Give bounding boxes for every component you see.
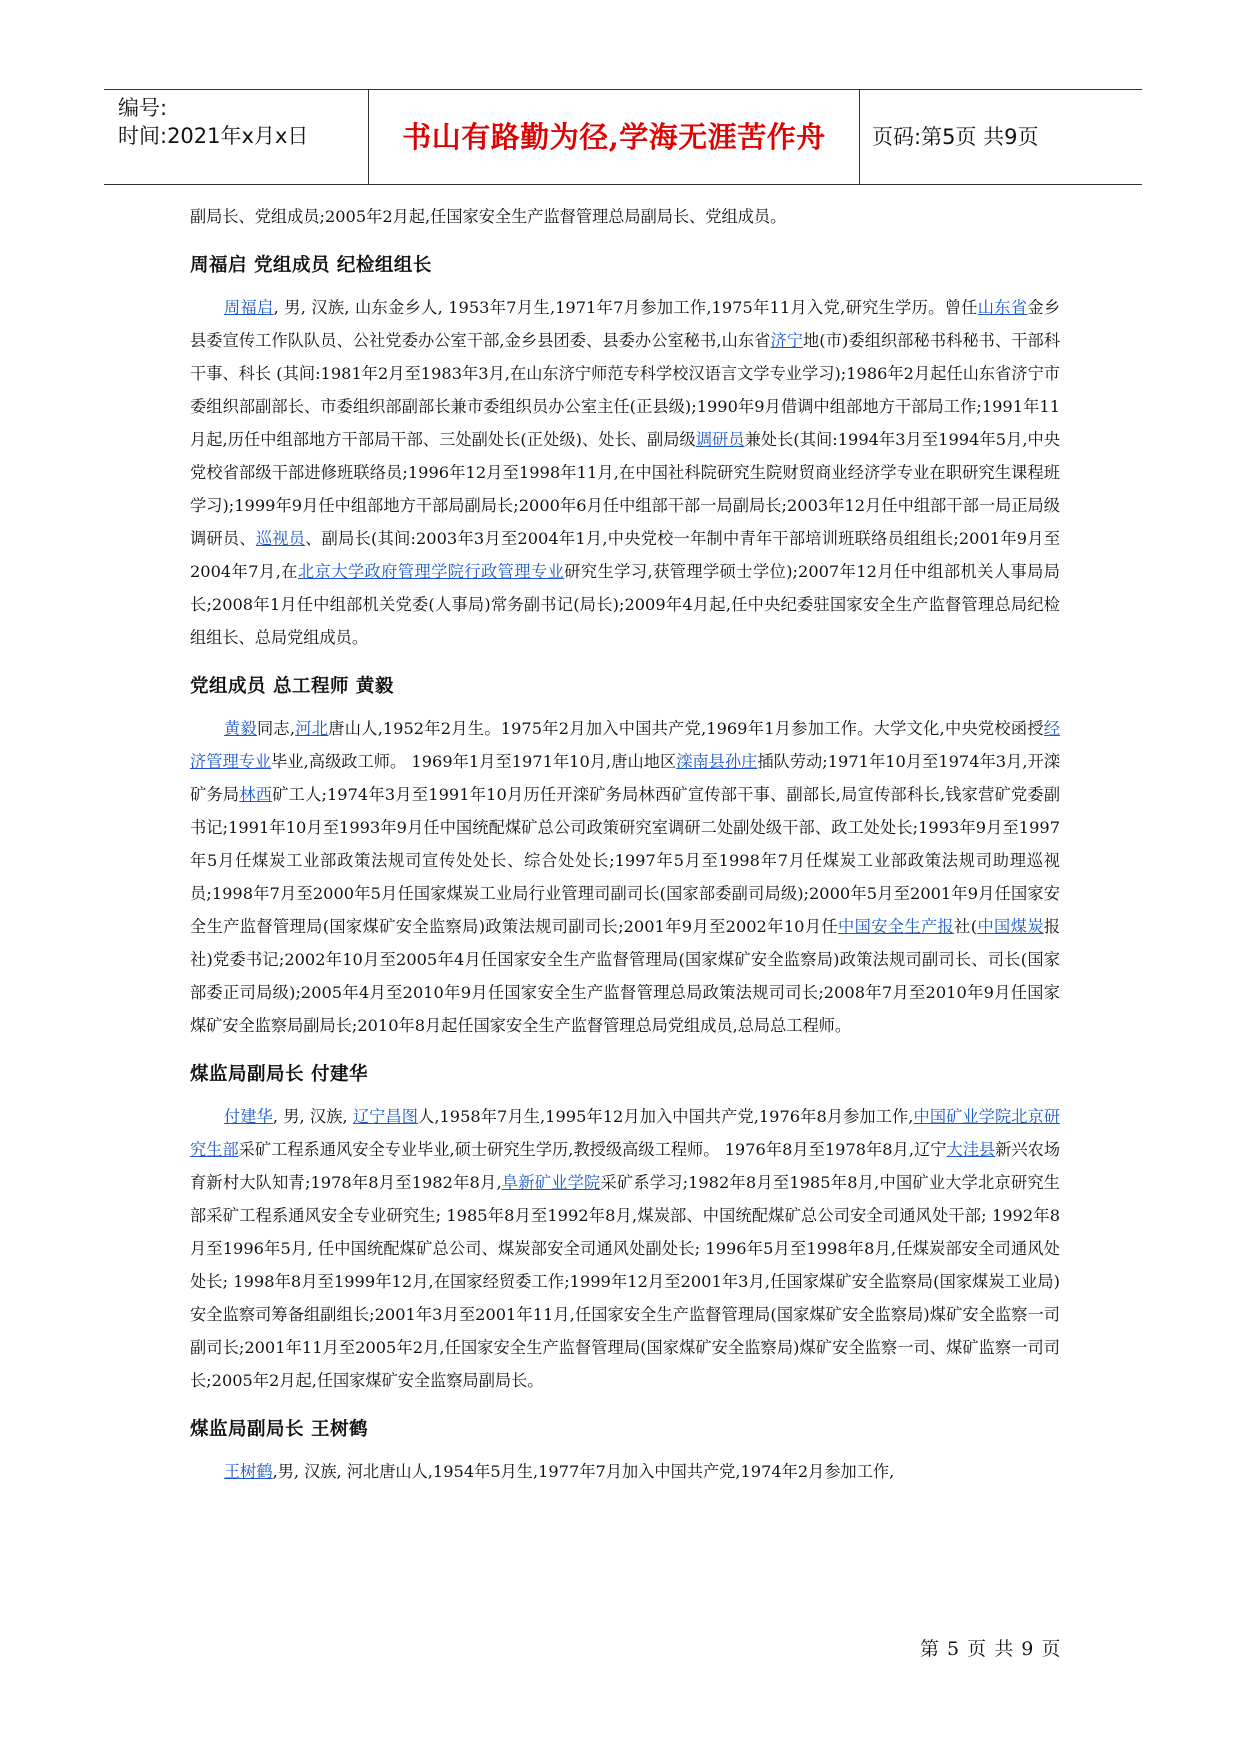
header-motto: 书山有路勤为径,学海无涯苦作舟: [402, 120, 826, 154]
hyperlink[interactable]: 付建华: [224, 1107, 273, 1126]
text-run: 党组成员 总工程师 黄毅: [190, 676, 394, 697]
page-footer: 第 5 页 共 9 页: [920, 1638, 1062, 1660]
text-run: 、副局长(其间:2003年3月至2004年1月,中央党校一年制中青年干部培训班联络员组组长;2001年9月至2004年7月,在: [190, 529, 1061, 581]
text-run: 兼处长(其间:1994年3月至1994年5月,中央党校省部级干部进修班联络员;1996年12月至1998年11月,在中国社科院研究生院财贸商业经济学专业在职研究生课程班学习);1999年9月任中组部地方干部局副局长;2000年6月任中组部干部一局副局长;2003年12月任中组部干部一局正局级调研员、: [190, 430, 1061, 548]
text-run: 研究生学习,获管理学硕士学位);2007年12月任中组部机关人事局局长;2008年1月任中组部机关党委(人事局)常务副书记(局长);2009年4月起,任中央纪委驻国家安全生产监督管理总局纪检组组长、总局党组成员。: [190, 562, 1060, 647]
hyperlink[interactable]: 巡视员: [255, 529, 306, 548]
text-run: 人,1958年7月生,1995年12月加入中国共产党,1976年8月参加工作,: [418, 1107, 914, 1126]
text-run: 地(市)委组织部秘书科秘书、干部科干事、科长 (其间:1981年2月至1983年3月,在山东济宁师范专科学校汉语言文学专业学习);1986年2月起任山东省济宁市委组织部副部长、市委组织部副部长兼市委组织员办公室主任(正县级);1990年9月借调中组部地方干部局工作;1991年11月起,历任中组部地方干部局干部、三处副处长(正处级)、处长、副局级: [190, 331, 1061, 449]
document-time-label: 时间:2021年x月x日: [118, 124, 309, 148]
hyperlink[interactable]: 大洼县: [946, 1140, 996, 1159]
page-header: [104, 89, 1142, 185]
hyperlink[interactable]: 周福启: [224, 298, 274, 317]
text-run: 采矿工程系通风安全专业毕业,硕士研究生学历,教授级高级工程师。 1976年8月至1978年8月,辽宁: [238, 1140, 947, 1159]
text-run: , 男, 汉族, 山东金乡人, 1953年7月生,1971年7月参加工作,1975年11月入党,研究生学历。曾任: [273, 298, 978, 317]
header-page-number: 页码:第5页 共9页: [872, 125, 1039, 149]
body-paragraph: [190, 712, 1060, 1042]
text-run: 金乡县委宣传工作队队员、公社党委办公室干部,金乡县团委、县委办公室秘书,山东省: [190, 298, 1061, 350]
text-run: , 男, 汉族,: [272, 1107, 353, 1126]
text-run: 报社)党委书记;2002年10月至2005年4月任国家安全生产监督管理局(国家煤矿安全监察局)政策法规司副司长、司长(国家部委正司局级);2005年4月至2010年9月任国家安全生产监督管理总局政策法规司司长;2008年7月至2010年9月任国家煤矿安全监察局副局长;2010年8月起任国家安全生产监督管理总局党组成员,总局总工程师。: [190, 917, 1061, 1035]
hyperlink[interactable]: 河北: [295, 719, 329, 738]
hyperlink[interactable]: 调研员: [695, 430, 745, 449]
hyperlink[interactable]: 黄毅: [224, 719, 257, 738]
hyperlink[interactable]: 林西: [239, 785, 273, 804]
text-run: 副局长、党组成员;2005年2月起,任国家安全生产监督管理总局副局长、党组成员。: [190, 207, 787, 226]
section-heading: [190, 1415, 1060, 1445]
hyperlink[interactable]: 山东省: [977, 298, 1028, 317]
body-paragraph: [190, 291, 1060, 654]
section-heading: [190, 672, 1060, 702]
text-run: 同志,: [256, 719, 296, 738]
hyperlink[interactable]: 滦南县孙庄: [676, 752, 758, 771]
hyperlink[interactable]: 辽宁昌图: [352, 1107, 419, 1126]
hyperlink[interactable]: 中国矿业学院北京研究生部: [190, 1107, 1061, 1159]
text-run: ,男, 汉族, 河北唐山人,1954年5月生,1977年7月加入中国共产党,1974年2月参加工作,: [272, 1462, 895, 1481]
text-run: 唐山人,1952年2月生。1975年2月加入中国共产党,1969年1月参加工作。大学文化,中央党校函授: [328, 719, 1044, 738]
text-run: 插队劳动;1971年10月至1974年3月,开滦矿务局: [190, 752, 1060, 804]
body-paragraph: [190, 200, 1060, 233]
hyperlink[interactable]: 阜新矿业学院: [501, 1173, 601, 1192]
hyperlink[interactable]: 中国安全生产报: [838, 917, 955, 936]
body-paragraph: [190, 1100, 1060, 1397]
hyperlink[interactable]: 北京大学政府管理学院行政管理专业: [297, 562, 565, 581]
section-heading: [190, 251, 1060, 281]
text-run: 煤监局副局长 王树鹤: [190, 1419, 368, 1440]
text-run: 周福启 党组成员 纪检组组长: [190, 255, 432, 276]
header-divider: [859, 90, 860, 184]
document-body: [190, 200, 1060, 1488]
hyperlink[interactable]: 经济管理专业: [190, 719, 1060, 771]
hyperlink[interactable]: 济宁: [770, 331, 804, 350]
section-heading: [190, 1060, 1060, 1090]
document-number-label: 编号:: [118, 96, 168, 120]
text-run: 煤监局副局长 付建华: [190, 1064, 368, 1085]
text-run: 毕业,高级政工师。 1969年1月至1971年10月,唐山地区: [271, 752, 677, 771]
text-run: 新兴农场育新村大队知青;1978年8月至1982年8月,: [190, 1140, 1061, 1192]
text-run: 矿工人;1974年3月至1991年10月历任开滦矿务局林西矿宣传部干事、副部长,局宣传部科长,钱家营矿党委副书记;1991年10月至1993年9月任中国统配煤矿总公司政策研究室调研二处副处级干部、政工处处长;1993年9月至1997年5月任煤炭工业部政策法规司宣传处处长、综合处处长;1997年5月至1998年7月任煤炭工业部政策法规司助理巡视员;1998年7月至2000年5月任国家煤炭工业局行业管理司副司长(国家部委副司局级);2000年5月至2001年9月任国家安全生产监督管理局(国家煤矿安全监察局)政策法规司副司长;2001年9月至2002年10月任: [190, 785, 1061, 936]
hyperlink[interactable]: 中国煤炭: [977, 917, 1044, 936]
body-paragraph: [190, 1455, 1060, 1488]
text-run: 采矿系学习;1982年8月至1985年8月,中国矿业大学北京研究生部采矿工程系通风安全专业研究生; 1985年8月至1992年8月,煤炭部、中国统配煤矿总公司安全司通风处干部; 1992年8月至1996年5月, 任中国统配煤矿总公司、煤炭部安全司通风处副处长; 1996年5月至1998年8月,任煤炭部安全司通风处处长; 1998年8月至1999年12月,在国家经贸委工作;1999年12月至2001年3月,任国家煤矿安全监察局(国家煤炭工业局)安全监察司筹备组副组长;2001年3月至2001年11月,任国家安全生产监督管理局(国家煤矿安全监察局)煤矿安全监察一司副司长;2001年11月至2005年2月,任国家安全生产监督管理局(国家煤矿安全监察局)煤矿安全监察一司、煤矿监察一司司长;2005年2月起,任国家煤矿安全监察局副局长。: [190, 1173, 1060, 1390]
text-run: 社(: [954, 917, 978, 936]
hyperlink[interactable]: 王树鹤: [224, 1462, 273, 1481]
